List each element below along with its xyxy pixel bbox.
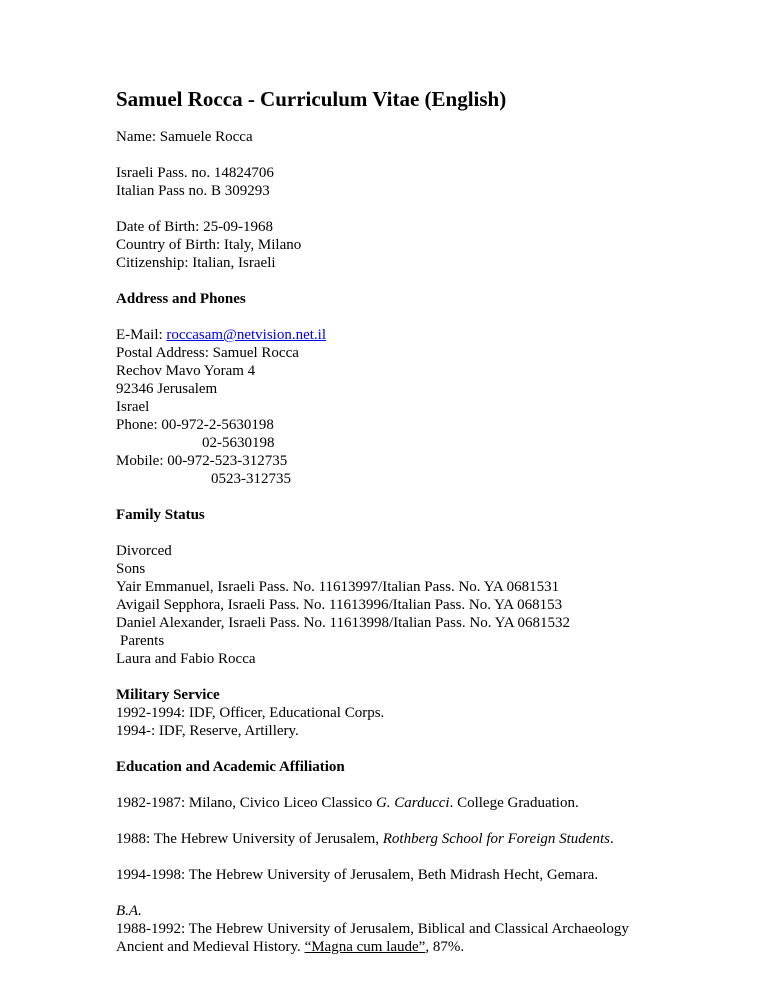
family-heading-block (116, 506, 728, 524)
mobile-local-line: 0523-312735 (211, 471, 291, 487)
military-block (116, 686, 728, 740)
education-text: . College Graduation. (449, 795, 579, 811)
address-heading-block (116, 290, 728, 308)
document-title: Samuel Rocca - Curriculum Vitae (English) (116, 87, 507, 111)
email-label: E-Mail: (116, 327, 167, 343)
address-heading: Address and Phones (116, 291, 246, 307)
citizenship-line: Citizenship: Italian, Israeli (116, 255, 276, 271)
education-line: 1994-1998: The Hebrew University of Jerusalem, Beth Midrash Hecht, Gemara. (116, 867, 599, 883)
education-line (116, 830, 728, 848)
marital-status-line: Divorced (116, 543, 172, 559)
school-name: Rothberg School for Foreign Students (382, 831, 610, 847)
personal-name-block (116, 128, 728, 146)
name-line: Name: Samuele Rocca (116, 129, 253, 145)
education-heading: Education and Academic Affiliation (116, 759, 345, 775)
israeli-passport-line: Israeli Pass. no. 14824706 (116, 165, 274, 181)
education-text: 1988: The Hebrew University of Jerusalem, (116, 831, 383, 847)
country-line: Israel (116, 399, 150, 415)
family-block (116, 542, 728, 668)
address-block (116, 326, 728, 488)
date-of-birth-line: Date of Birth: 25-09-1968 (116, 219, 274, 235)
education-entry-hecht (116, 866, 728, 884)
sons-label: Sons (116, 561, 146, 577)
email-link[interactable]: roccasam@netvision.net.il (166, 327, 327, 343)
mobile-line: Mobile: 00-972-523-312735 (116, 453, 288, 469)
military-entry: 1994-: IDF, Reserve, Artillery. (116, 723, 299, 739)
email-line (116, 326, 728, 344)
school-name: G. Carducci (375, 795, 450, 811)
parents-line: Laura and Fabio Rocca (116, 651, 256, 667)
honors-text: “Magna cum laude” (304, 939, 426, 955)
family-heading: Family Status (116, 507, 205, 523)
phone-line: Phone: 00-972-2-5630198 (116, 417, 274, 433)
education-text: 1982-1987: Milano, Civico Liceo Classico (116, 795, 376, 811)
education-text: Ancient and Medieval History. (116, 939, 305, 955)
postal-address-line: Postal Address: Samuel Rocca (116, 345, 299, 361)
phone-local-line: 02-5630198 (202, 435, 275, 451)
education-line (116, 938, 728, 956)
country-of-birth-line: Country of Birth: Italy, Milano (116, 237, 302, 253)
education-entry-ba (116, 902, 728, 956)
military-heading: Military Service (116, 687, 220, 703)
education-entry-rothberg (116, 830, 728, 848)
italian-passport-line: Italian Pass no. B 309293 (116, 183, 270, 199)
education-line (116, 794, 728, 812)
education-entry-liceo (116, 794, 728, 812)
education-text: . (609, 831, 614, 847)
education-text: , 87%. (425, 939, 465, 955)
military-entry: 1992-1994: IDF, Officer, Educational Corps. (116, 705, 385, 721)
birth-block (116, 218, 728, 272)
education-line: 1988-1992: The Hebrew University of Jerusalem, Biblical and Classical Archaeology (116, 921, 629, 937)
son-line: Avigail Sepphora, Israeli Pass. No. 11613996/Italian Pass. No. YA 068153 (116, 597, 563, 613)
degree-label: B.A. (116, 903, 142, 919)
passports-block (116, 164, 728, 200)
city-line: 92346 Jerusalem (116, 381, 218, 397)
son-line: Daniel Alexander, Israeli Pass. No. 11613998/Italian Pass. No. YA 0681532 (116, 615, 571, 631)
education-heading-block (116, 758, 728, 776)
parents-label: Parents (120, 633, 165, 649)
son-line: Yair Emmanuel, Israeli Pass. No. 11613997/Italian Pass. No. YA 0681531 (116, 579, 560, 595)
street-line: Rechov Mavo Yoram 4 (116, 363, 256, 379)
